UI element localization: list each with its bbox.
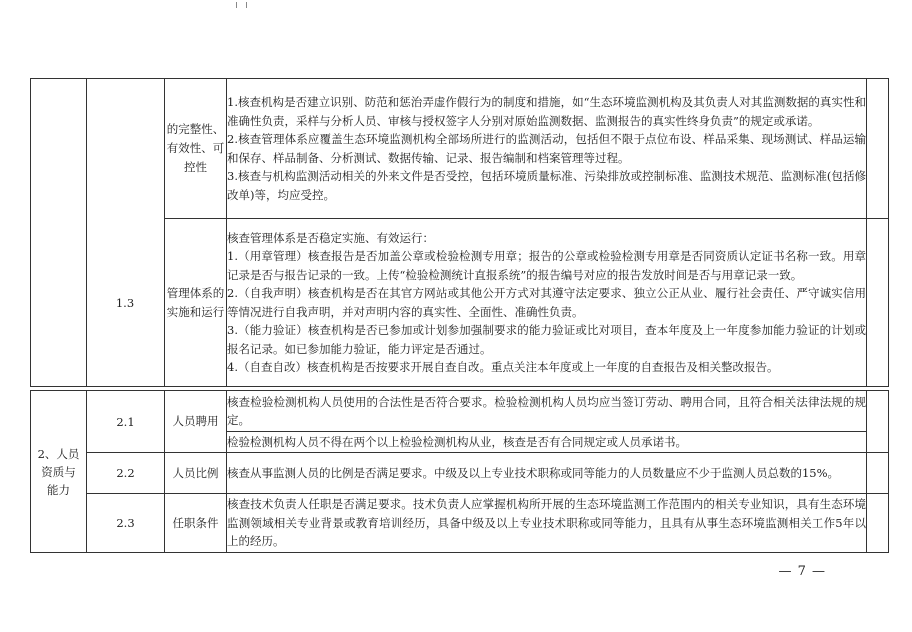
remarks-cell [867,391,889,453]
scan-mark [246,2,247,8]
content-paragraph: 核查技术负责人任职是否满足要求。技术负责人应掌握机构所开展的生态环境监测工作范围内的相关专业知识，具有生态环境监测领域相关专业背景或教育培训经历，具备中级及以上专业技术职称或同等能力，且具有从事生态环境监测相关工作5年以上的经历。 [227,497,866,549]
table-row [31,494,889,553]
inspection-table [30,78,889,387]
category-cell-1 [31,79,87,387]
content-cell [227,432,867,453]
content-paragraph: 检验检测机构人员不得在两个以上检验检测机构从业，核查是否有合同规定或人员承诺书。 [227,434,687,449]
content-cell [227,453,867,494]
remarks-cell [867,219,889,387]
item-cell: 任职条件 [165,494,227,553]
table-row [31,453,889,494]
item-cell: 管理体系的实施和运行 [165,219,227,387]
item-cell: 人员比例 [165,453,227,494]
row-number-cell: 2.3 [87,494,165,553]
remarks-cell [867,453,889,494]
table-row [31,391,889,432]
row-number-cell [87,79,165,387]
content-paragraph: 4.（自查自改）核查机构是否按要求开展自查自改。重点关注本年度或上一年度的自查报告及相关整改报告。 [227,360,779,374]
content-paragraph: 1.（用章管理）核查报告是否加盖公章或检验检测专用章；报告的公章或检验检测专用章是否同资质认定证书名称一致。用章记录是否与报告记录的一致。上传“检验检测统计直报系统”的报告编号对应的报告发放时间是否与用章记录一致。 [227,249,866,282]
content-paragraph: 3.核查与机构监测活动相关的外来文件是否受控，包括环境质量标准、污染排放或控制标准、监测技术规范、监测标准(包括修改单)等，均应受控。 [227,169,866,202]
category-cell: 2、人员资质与能力 [31,391,87,553]
row-number-cell: 2.1 [87,391,165,453]
content-cell [227,79,867,219]
content-paragraph: 3.（能力验证）核查机构是否已参加或计划参加强制要求的能力验证或比对项目，查本年度及上一年度参加能力验证的计划或报名记录。如已参加能力验证，能力评定是否通过。 [227,323,866,356]
content-paragraph: 核查管理体系是否稳定实施、有效运行： [227,230,434,245]
item-cell: 的完整性、有效性、可控性 [165,79,227,219]
content-paragraph: 2.（自我声明）核查机构是否在其官方网站或其他公开方式对其遵守法定要求、独立公正从业、履行社会责任、严守诚实信用等情况进行自我声明，并对声明内容的真实性、全面性、准确性负责。 [227,286,866,319]
content-cell [227,494,867,553]
row-number-1-3: 1.3 [115,296,135,310]
table-row [31,79,889,219]
content-paragraph: 核查从事监测人员的比例是否满足要求。中级及以上专业技术职称或同等能力的人员数量应不少于监测人员总数的15%。 [227,465,840,480]
remarks-cell [867,79,889,219]
scan-mark [236,2,237,8]
personnel-table [30,390,889,553]
item-cell: 人员聘用 [165,391,227,453]
content-paragraph: 2.核查管理体系应覆盖生态环境监测机构全部场所进行的监测活动，包括但不限于点位布设、样品采集、现场测试、样品运输和保存、样品制备、分析测试、数据传输、记录、报告编制和档案管理等过程。 [227,132,866,165]
page-number: — 7 — [778,564,826,579]
content-cell [227,391,867,432]
content-paragraph: 1.核查机构是否建立识别、防范和惩治弄虚作假行为的制度和措施，如“生态环境监测机构及其负责人对其监测数据的真实性和准确性负责，采样与分析人员、审核与授权签字人分别对原始监测数据、监测报告的真实性终身负责”的规定或承诺。 [227,95,866,128]
content-paragraph: 核查检验检测机构人员使用的合法性是否符合要求。检验检测机构人员均应当签订劳动、聘用合同，且符合相关法律法规的规定。 [227,394,866,427]
row-number-cell: 2.2 [87,453,165,494]
content-cell [227,219,867,387]
remarks-cell [867,494,889,553]
